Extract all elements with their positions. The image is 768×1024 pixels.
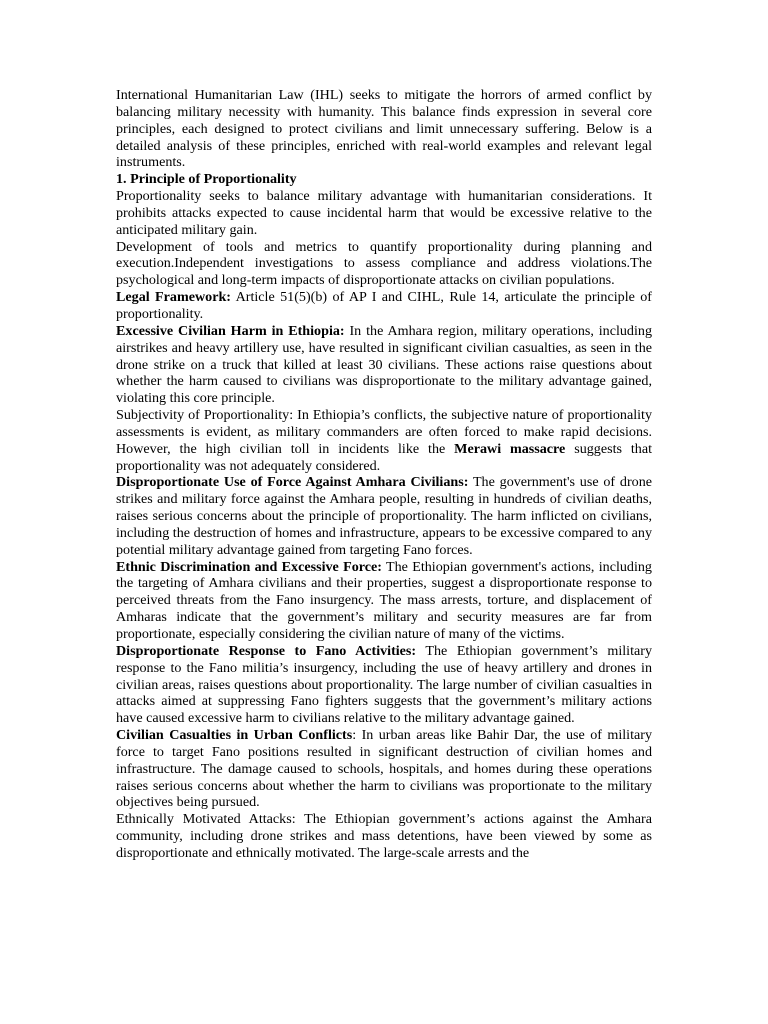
urban-conflicts-paragraph	[116, 727, 652, 811]
document-page	[116, 87, 652, 862]
merawi-massacre-bold: Merawi massacre	[454, 440, 566, 457]
ethnic-discrimination-paragraph	[116, 559, 652, 643]
urban-conflicts-text: : In urban areas like Bahir Dar, the use of military force to target Fano positions resulted in significant destruction of civilian homes and infrastructure. The damage caused to schools, hospitals, and homes during these operations raises serious concerns about whether the harm to civilians was proportionate to the military objectives being pursued.	[116, 727, 652, 811]
definition-paragraph: Proportionality seeks to balance military advantage with humanitarian considerations. It prohibits attacks expected to cause incidental harm that would be excessive relative to the anticipated military gain.	[116, 188, 652, 238]
subjectivity-text-after: suggests that proportionality was not adequately considered.	[116, 440, 653, 474]
subjectivity-text-before: Subjectivity of Proportionality: In Ethiopia’s conflicts, the subjective nature of proportionality assessments is evident, as military commanders are often forced to make rapid decisions. However, the high civilian toll in incidents like the	[116, 407, 652, 457]
urban-conflicts-label: Civilian Casualties in Urban Conflicts	[116, 727, 353, 744]
legal-framework-text: Article 51(5)(b) of AP I and CIHL, Rule 14, articulate the principle of proportionality.	[116, 289, 653, 322]
excessive-harm-text: In the Amhara region, military operations, including airstrikes and heavy artillery use, have resulted in significant civilian casualties, as seen in the drone strike on a truck that killed at least 30 civilians. These actions raise questions about whether the harm caused to civilians was disproportionate to the military advantage gained, violating this core principle.	[116, 322, 652, 407]
development-paragraph: Development of tools and metrics to quantify proportionality during planning and execution.Independent investigations to assess compliance and address violations.The psychological and long-term impacts of disproportionate attacks on civilian populations.	[116, 238, 652, 289]
intro-paragraph: International Humanitarian Law (IHL) seeks to mitigate the horrors of armed conflict by balancing military necessity with humanity. This balance finds expression in several core principles, each designed to protect civilians and limit unnecessary suffering. Below is a detailed analysis of these principles, enriched with real-world examples and relevant legal instruments.	[116, 87, 652, 171]
fano-response-text: The Ethiopian government’s military response to the Fano militia’s insurgency, including the use of heavy artillery and drones in civilian areas, raises questions about proportionality. The large number of civilian casualties in attacks aimed at suppressing Fano fighters suggests that the government’s military actions have caused excessive harm to civilians relative to the military advantage gained.	[116, 642, 653, 727]
disproportionate-force-paragraph	[116, 474, 652, 558]
ethnic-discrimination-text: The Ethiopian government's actions, including the targeting of Amhara civilians and their properties, suggest a disproportionate response to perceived threats from the Fano insurgency. The mass arrests, torture, and displacement of Amharas indicate that the government’s military and security measures are far from proportionate, especially considering the civilian nature of many of the victims.	[116, 558, 652, 642]
excessive-harm-paragraph	[116, 323, 652, 407]
fano-response-label: Disproportionate Response to Fano Activities:	[116, 642, 417, 659]
fano-response-paragraph	[116, 643, 652, 727]
disproportionate-force-text: The government's use of drone strikes and military force against the Amhara people, resulting in hundreds of civilian deaths, raises serious concerns about the principle of proportionality. The harm inflicted on civilians, including the destruction of homes and infrastructure, appears to be excessive compared to any potential military advantage gained from targeting Fano forces.	[116, 474, 652, 558]
section-heading: 1. Principle of Proportionality	[116, 171, 297, 188]
ethnic-attacks-paragraph: Ethnically Motivated Attacks: The Ethiopian government’s actions against the Amhara community, including drone strikes and mass detentions, have been viewed by some as disproportionate and ethnically motivated. The large-scale arrests and the	[116, 811, 652, 861]
legal-framework-paragraph	[116, 289, 652, 323]
excessive-harm-label: Excessive Civilian Harm in Ethiopia:	[116, 322, 345, 339]
ethnic-discrimination-label: Ethnic Discrimination and Excessive Force:	[116, 558, 382, 575]
subjectivity-paragraph	[116, 407, 652, 474]
legal-framework-label: Legal Framework:	[116, 289, 231, 306]
disproportionate-force-label: Disproportionate Use of Force Against Amhara Civilians:	[116, 474, 469, 491]
